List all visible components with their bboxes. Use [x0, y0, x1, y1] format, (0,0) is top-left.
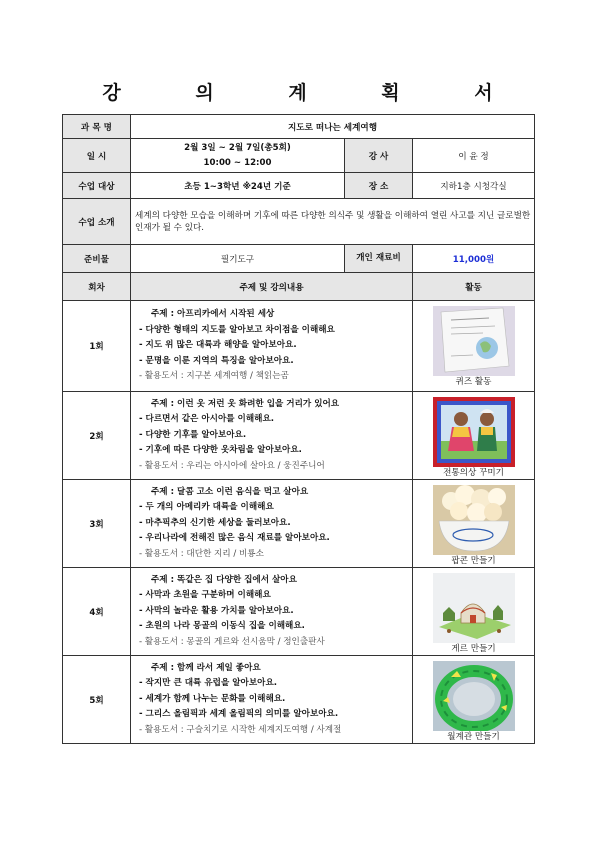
activity-caption: 팝콘 만들기 [451, 556, 496, 566]
session-label: 3회 [63, 480, 131, 568]
session-book: - 활용도서 : 지구본 세계여행 / 책읽는곰 [139, 371, 289, 382]
laurel-wreath-activity-image [433, 661, 515, 731]
session-row [63, 301, 535, 392]
session-content [131, 301, 413, 392]
supplies-label: 준비물 [63, 245, 131, 273]
ger-activity-image [433, 573, 515, 643]
session-row [63, 392, 535, 480]
session-label: 5회 [63, 656, 131, 744]
teacher-value: 이 윤 정 [413, 139, 535, 173]
activity-caption: 퀴즈 활동 [455, 377, 492, 387]
activity-caption: 게르 만들기 [451, 644, 496, 654]
place-label: 장 소 [345, 173, 413, 199]
session-activity [413, 392, 535, 480]
session-topic: 주제 : 달콤 고소 이런 음식을 먹고 살아요 [151, 486, 309, 497]
session-header: 회차 [63, 273, 131, 301]
session-activity [413, 568, 535, 656]
target-value: 초등 1~3학년 ※24년 기준 [131, 173, 345, 199]
session-item: - 세계가 함께 나누는 문화를 이해해요. [139, 693, 286, 704]
session-topic: 주제 : 함께 라서 제일 좋아요 [151, 662, 261, 673]
quiz-activity-image [433, 306, 515, 376]
session-label: 2회 [63, 392, 131, 480]
activity-caption: 전통의상 꾸미기 [443, 468, 504, 478]
session-item: - 두 개의 아메리카 대륙을 이해해요 [139, 502, 274, 513]
session-item: - 다양한 기후를 알아보아요. [139, 429, 247, 440]
session-item: - 다르면서 같은 아시아를 이해해요. [139, 414, 275, 425]
fee-value: 11,000원 [413, 245, 535, 273]
session-content [131, 568, 413, 656]
plan-table [62, 114, 535, 744]
session-item: - 지도 위 많은 대륙과 해양을 알아보아요. [139, 340, 297, 351]
session-activity [413, 301, 535, 392]
course-label: 과 목 명 [63, 115, 131, 139]
session-item: - 마추픽추의 신기한 세상을 둘러보아요. [139, 517, 291, 528]
session-row [63, 568, 535, 656]
session-book: - 활용도서 : 대단한 지리 / 비룡소 [139, 548, 264, 559]
session-item: - 사막과 초원을 구분하며 이해해요 [139, 590, 271, 601]
session-item: - 기후에 따른 다양한 옷차림을 알아보아요. [139, 445, 302, 456]
session-book: - 활용도서 : 몽골의 게르와 선시움막 / 정인출판사 [139, 636, 325, 647]
session-item: - 작지만 큰 대륙 유럽을 알아보아요. [139, 678, 278, 689]
activity-caption: 월계관 만들기 [447, 732, 500, 742]
time-range: 10:00 ~ 12:00 [203, 157, 272, 168]
session-item: - 그리스 올림픽과 세계 올림픽의 의미를 알아보아요. [139, 709, 339, 720]
session-content [131, 656, 413, 744]
session-item: - 문명을 이룬 지역의 특징을 알아보아요. [139, 355, 294, 366]
session-activity [413, 656, 535, 744]
intro-value: 세계의 다양한 모습을 이해하며 기후에 따른 다양한 의식주 및 생활을 이해하여 열린 사고를 지닌 글로벌한 인재가 될 수 있다. [131, 199, 535, 245]
session-topic: 주제 : 똑같은 집 다양한 집에서 살아요 [151, 574, 297, 585]
session-content [131, 392, 413, 480]
session-item: - 초원의 나라 몽골의 이동식 집을 이해해요. [139, 621, 305, 632]
session-row [63, 656, 535, 744]
date-label: 일 시 [63, 139, 131, 173]
place-value: 지하1층 시청각실 [413, 173, 535, 199]
session-activity [413, 480, 535, 568]
session-book: - 활용도서 : 우리는 아시아에 살아요 / 웅진주니어 [139, 460, 325, 471]
session-topic: 주제 : 아프리카에서 시작된 세상 [151, 309, 275, 320]
session-label: 1회 [63, 301, 131, 392]
costume-activity-image [433, 397, 515, 467]
session-item: - 사막의 놀라운 활용 가치를 알아보아요. [139, 605, 294, 616]
course-value: 지도로 떠나는 세계여행 [131, 115, 535, 139]
session-item: - 우리나라에 전해진 많은 음식 재료를 알아보아요. [139, 533, 330, 544]
session-item: - 다양한 형태의 지도를 알아보고 차이점을 이해해요 [139, 324, 335, 335]
session-book: - 활용도서 : 구슬치기로 시작한 세계지도여행 / 사계절 [139, 724, 342, 735]
popcorn-activity-image [433, 485, 515, 555]
session-content [131, 480, 413, 568]
session-row [63, 480, 535, 568]
content-header: 주제 및 강의내용 [131, 273, 413, 301]
activity-header: 활동 [413, 273, 535, 301]
intro-label: 수업 소개 [63, 199, 131, 245]
session-topic: 주제 : 이런 옷 저런 옷 화려한 입을 거리가 있어요 [151, 398, 340, 409]
fee-label: 개인 재료비 [345, 245, 413, 273]
date-value [131, 139, 345, 173]
session-label: 4회 [63, 568, 131, 656]
target-label: 수업 대상 [63, 173, 131, 199]
supplies-value: 필기도구 [131, 245, 345, 273]
date-range: 2월 3일 ~ 2월 7일(총5회) [184, 142, 291, 153]
page-title: 강 의 계 획 서 [102, 82, 527, 104]
teacher-label: 강 사 [345, 139, 413, 173]
